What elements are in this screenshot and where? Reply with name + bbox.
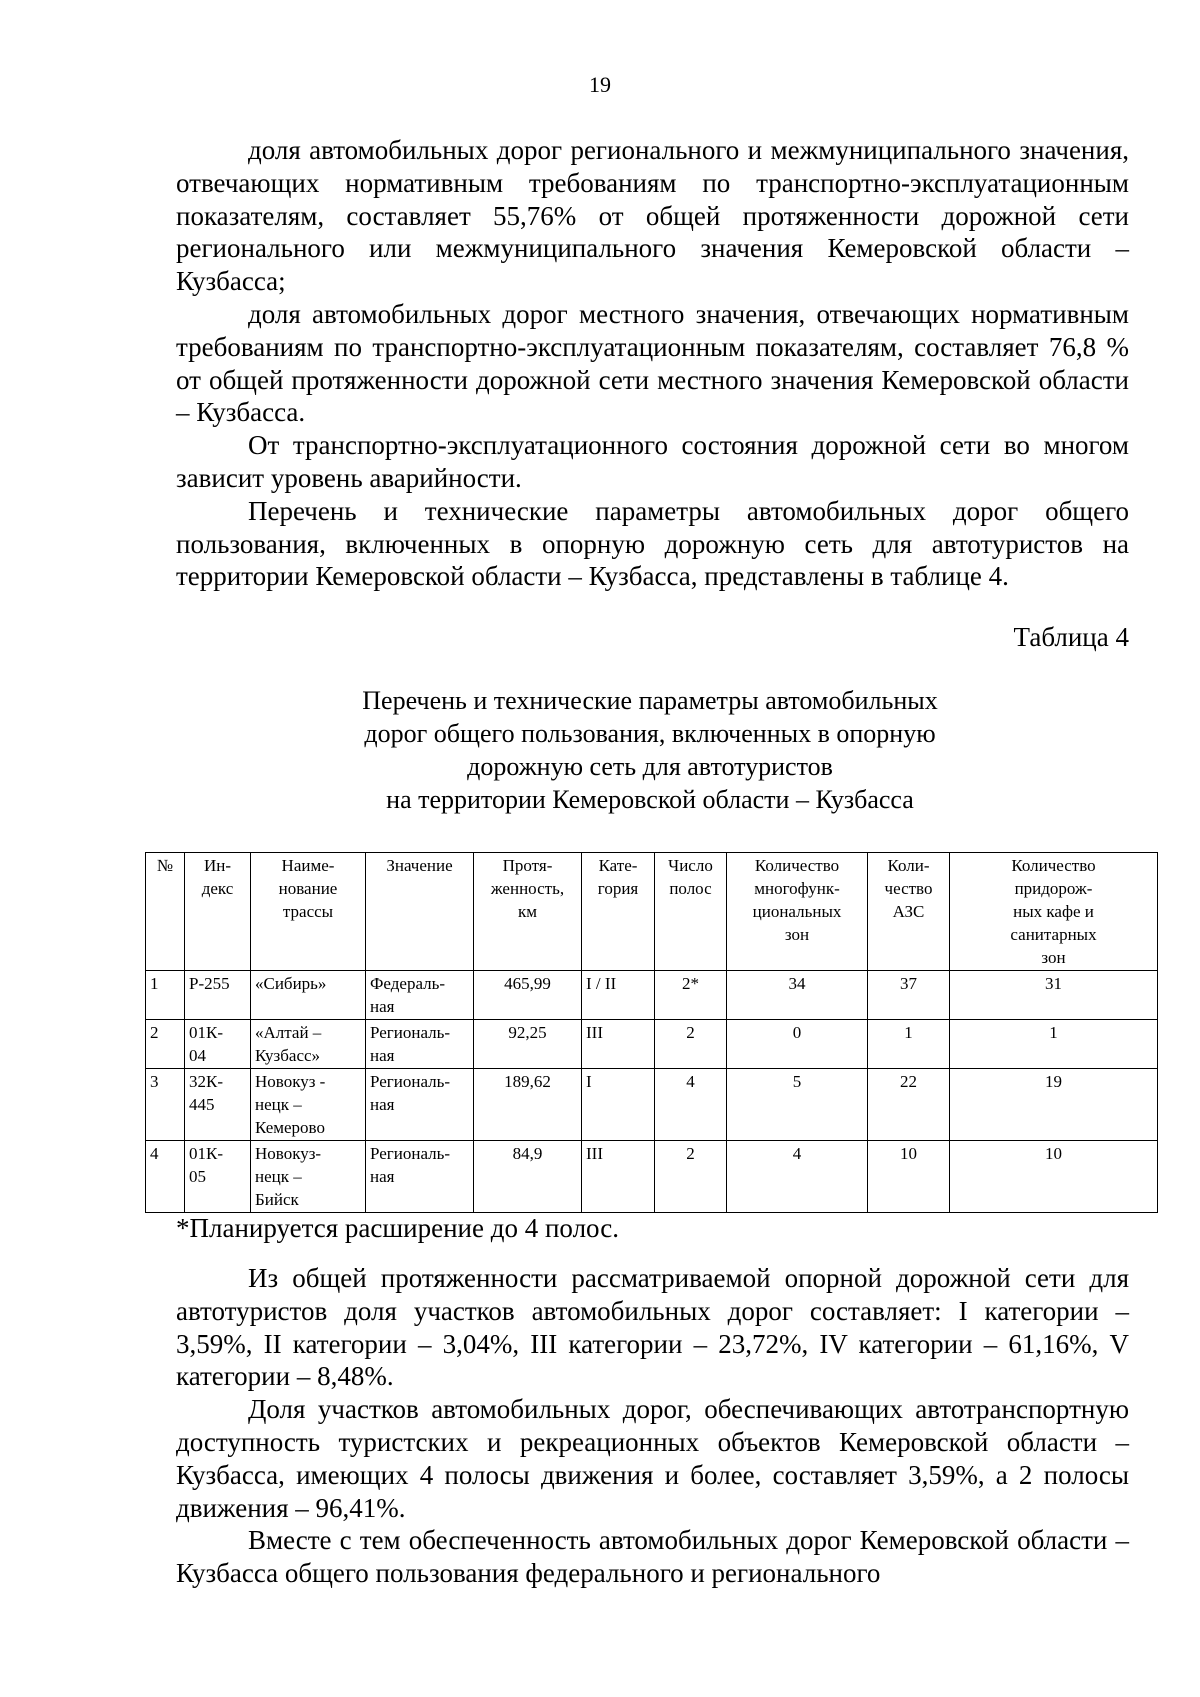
table-cell: 84,9 <box>474 1141 582 1213</box>
table-row <box>146 1069 1158 1141</box>
table-cell: Р-255 <box>185 971 251 1020</box>
table-cell: 2* <box>655 971 727 1020</box>
table-cell: 4 <box>727 1141 868 1213</box>
paragraph-provision: Вместе с тем обеспеченность автомобильных дорог Кемеровской области – Кузбасса общего пользования федерального и регионального <box>176 1525 1129 1589</box>
table-cell: 0 <box>727 1020 868 1069</box>
table-cell: «Алтай – Кузбасс» <box>251 1020 366 1069</box>
table-header-cell: Значение <box>366 853 474 971</box>
table-header-cell: Коли- чество АЗС <box>868 853 950 971</box>
table-header-cell: Количество многофунк- циональных зон <box>727 853 868 971</box>
table-cell: Региональ- ная <box>366 1141 474 1213</box>
table-title-line: дорог общего пользования, включенных в опорную <box>364 719 936 748</box>
table-header-cell: Наиме- нование трассы <box>251 853 366 971</box>
table-cell: 4 <box>655 1069 727 1141</box>
paragraph-accident-rate: От транспортно-эксплуатационного состояния дорожной сети во многом зависит уровень аварийности. <box>176 430 1129 493</box>
paragraph-table-reference: Перечень и технические параметры автомобильных дорог общего пользования, включенных в опорную дорожную сеть для автотуристов на территории Кемеровской области – Кузбасса, представлены в таблице 4. <box>176 495 1129 592</box>
table-cell: 10 <box>868 1141 950 1213</box>
table-cell: 189,62 <box>474 1069 582 1141</box>
table-cell: 2 <box>146 1020 185 1069</box>
table-header-cell: Кате- гория <box>582 853 655 971</box>
table-header-cell: № <box>146 853 185 971</box>
table-row <box>146 1020 1158 1069</box>
table-cell: Новокуз - нецк – Кемерово <box>251 1069 366 1141</box>
table-cell: 19 <box>950 1069 1158 1141</box>
table-cell: I <box>582 1069 655 1141</box>
table-cell: 3 <box>146 1069 185 1141</box>
table-title-line: дорожную сеть для автотуристов <box>467 752 833 781</box>
table-header-cell: Протя- женность, км <box>474 853 582 971</box>
table-row <box>146 971 1158 1020</box>
table-cell: 2 <box>655 1020 727 1069</box>
table-cell: 2 <box>655 1141 727 1213</box>
table-cell: 01К- 04 <box>185 1020 251 1069</box>
table-cell: 92,25 <box>474 1020 582 1069</box>
table-footnote: *Планируется расширение до 4 полос. <box>176 1213 619 1243</box>
table-cell: 32К- 445 <box>185 1069 251 1141</box>
table-cell: 31 <box>950 971 1158 1020</box>
paragraph-lane-shares: Доля участков автомобильных дорог, обеспечивающих автотранспортную доступность туристских и рекреационных объектов Кемеровской области – Кузбасса, имеющих 4 полосы движения и более, составляет 3,59%, а 2 полосы движения – 96,41%. <box>176 1394 1129 1523</box>
page-number: 19 <box>589 72 611 97</box>
paragraph-local-roads-share: доля автомобильных дорог местного значения, отвечающих нормативным требованиям по транспортно-эксплуатационным показателям, составляет 76,8 % от общей протяженности дорожной сети местного значения Кемеровской области – Кузбасса. <box>176 298 1129 428</box>
table-cell: 1 <box>146 971 185 1020</box>
body-text-top <box>176 134 1129 593</box>
roads-table <box>145 852 1158 1213</box>
table-header-cell: Количество придорож- ных кафе и санитарных зон <box>950 853 1158 971</box>
table-cell: III <box>582 1141 655 1213</box>
table-cell: Новокуз- нецк – Бийск <box>251 1141 366 1213</box>
body-text-bottom <box>176 1262 1129 1590</box>
table-cell: 465,99 <box>474 971 582 1020</box>
table-header-cell: Число полос <box>655 853 727 971</box>
table-cell: 37 <box>868 971 950 1020</box>
table-cell: III <box>582 1020 655 1069</box>
table-cell: 1 <box>950 1020 1158 1069</box>
table-title-line: на территории Кемеровской области – Кузбасса <box>386 785 914 814</box>
table-cell: Региональ- ная <box>366 1069 474 1141</box>
table-title-line: Перечень и технические параметры автомобильных <box>362 686 938 715</box>
table-header-cell: Ин- декс <box>185 853 251 971</box>
table-header-row <box>146 853 1158 971</box>
table-label: Таблица 4 <box>1013 622 1129 652</box>
table-cell: Федераль- ная <box>366 971 474 1020</box>
table-cell: «Сибирь» <box>251 971 366 1020</box>
table-cell: 22 <box>868 1069 950 1141</box>
table-cell: 5 <box>727 1069 868 1141</box>
table-cell: 10 <box>950 1141 1158 1213</box>
table-title <box>290 684 1010 816</box>
table-cell: 34 <box>727 971 868 1020</box>
paragraph-regional-roads-share: доля автомобильных дорог регионального и межмуниципального значения, отвечающих нормативным требованиям по транспортно-эксплуатационным показателям, составляет 55,76% от общей протяженности дорожной сети регионального или межмуниципального значения Кемеровской области – Кузбасса; <box>176 135 1129 297</box>
table-cell: 01К- 05 <box>185 1141 251 1213</box>
table-cell: 1 <box>868 1020 950 1069</box>
table-cell: 4 <box>146 1141 185 1213</box>
table-cell: I / II <box>582 971 655 1020</box>
table-cell: Региональ- ная <box>366 1020 474 1069</box>
paragraph-category-shares: Из общей протяженности рассматриваемой опорной дорожной сети для автотуристов доля участков автомобильных дорог составляет: I категории – 3,59%, II категории – 3,04%, III категории – 23,72%, IV категории – 61,16%, V категории – 8,48%. <box>176 1263 1129 1392</box>
table-row <box>146 1141 1158 1213</box>
